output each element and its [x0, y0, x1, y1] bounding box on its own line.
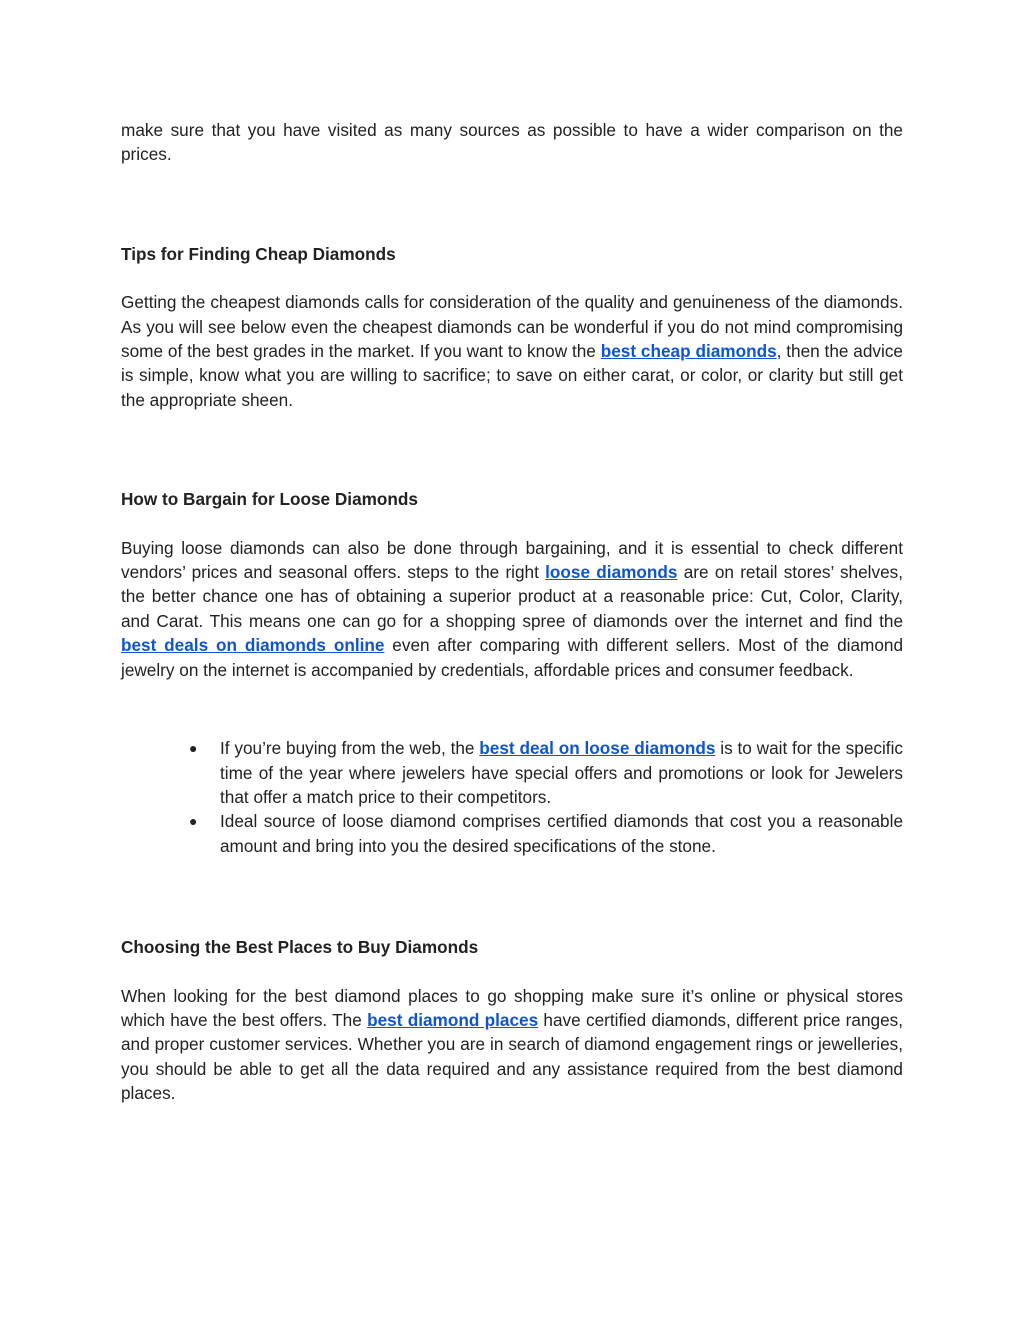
best-diamond-places-link[interactable]: best diamond places: [367, 1009, 539, 1030]
bullet-marker: ●: [189, 740, 198, 757]
list-item: [189, 736, 903, 809]
cheap-diamonds-paragraph: [121, 290, 903, 412]
paragraph-text: , then the advice is simple, know what you are willing to sacrifice; to save on either carat, or color, or clarity but still get the appropriate sheen.: [121, 341, 903, 410]
section-heading-best-places: Choosing the Best Places to Buy Diamonds: [121, 937, 479, 958]
best-deals-on-diamonds-online-link[interactable]: best deals on diamonds online: [121, 635, 385, 656]
paragraph-text: are on retail stores’ shelves, the better chance one has of obtaining a superior product at a reasonable price: Cut, Color, Clarity, and Carat. This means one can go for a shopping spree of diamonds over the internet and find the: [121, 562, 904, 631]
paragraph-text: Buying loose diamonds can also be done through bargaining, and it is essential to check different vendors’ prices and seasonal offers. steps to the right: [121, 537, 903, 583]
paragraph-text: When looking for the best diamond places to go shopping make sure it’s online or physical stores which have the best offers. The: [121, 985, 903, 1030]
section-heading-cheap-diamonds: Tips for Finding Cheap Diamonds: [121, 243, 396, 264]
list-item: [189, 809, 903, 858]
list-item-text: Ideal source of loose diamond comprises certified diamonds that cost you a reasonable amount and bring into you the desired specifications of the stone.: [220, 811, 903, 856]
best-places-paragraph: [121, 984, 903, 1106]
paragraph-text: Getting the cheapest diamonds calls for consideration of the quality and genuineness of the diamonds. As you will see below even the cheapest diamonds can be wonderful if you do not mind compromising some of the best grades in the market. If you want to know the: [121, 292, 903, 362]
bullet-marker: ●: [189, 813, 198, 830]
section-heading-loose-diamonds: How to Bargain for Loose Diamonds: [121, 489, 418, 510]
paragraph-text: have certified diamonds, different price ranges, and proper customer services. Whether you are in search of diamond engagement rings or jewelleries, you should be able to get all the data required and any assistance required from the best diamond places.: [121, 1009, 904, 1104]
loose-diamonds-paragraph: [121, 536, 903, 682]
list-item-text: is to wait for the specific time of the year where jewelers have special offers and promotions or look for Jewelers that offer a match price to their competitors.: [220, 738, 903, 807]
bullet-list: [121, 736, 903, 858]
paragraph-text: even after comparing with different sellers. Most of the diamond jewelry on the internet is accompanied by credentials, affordable prices and consumer feedback.: [121, 635, 903, 680]
intro-paragraph: make sure that you have visited as many sources as possible to have a wider comparison on the prices.: [121, 120, 903, 165]
list-item-text: If you’re buying from the web, the: [220, 738, 480, 759]
loose-diamonds-link[interactable]: loose diamonds: [545, 562, 678, 583]
best-cheap-diamonds-link[interactable]: best cheap diamonds: [600, 341, 777, 362]
best-deal-on-loose-diamonds-link[interactable]: best deal on loose diamonds: [479, 738, 716, 759]
document-page: [121, 118, 903, 1106]
